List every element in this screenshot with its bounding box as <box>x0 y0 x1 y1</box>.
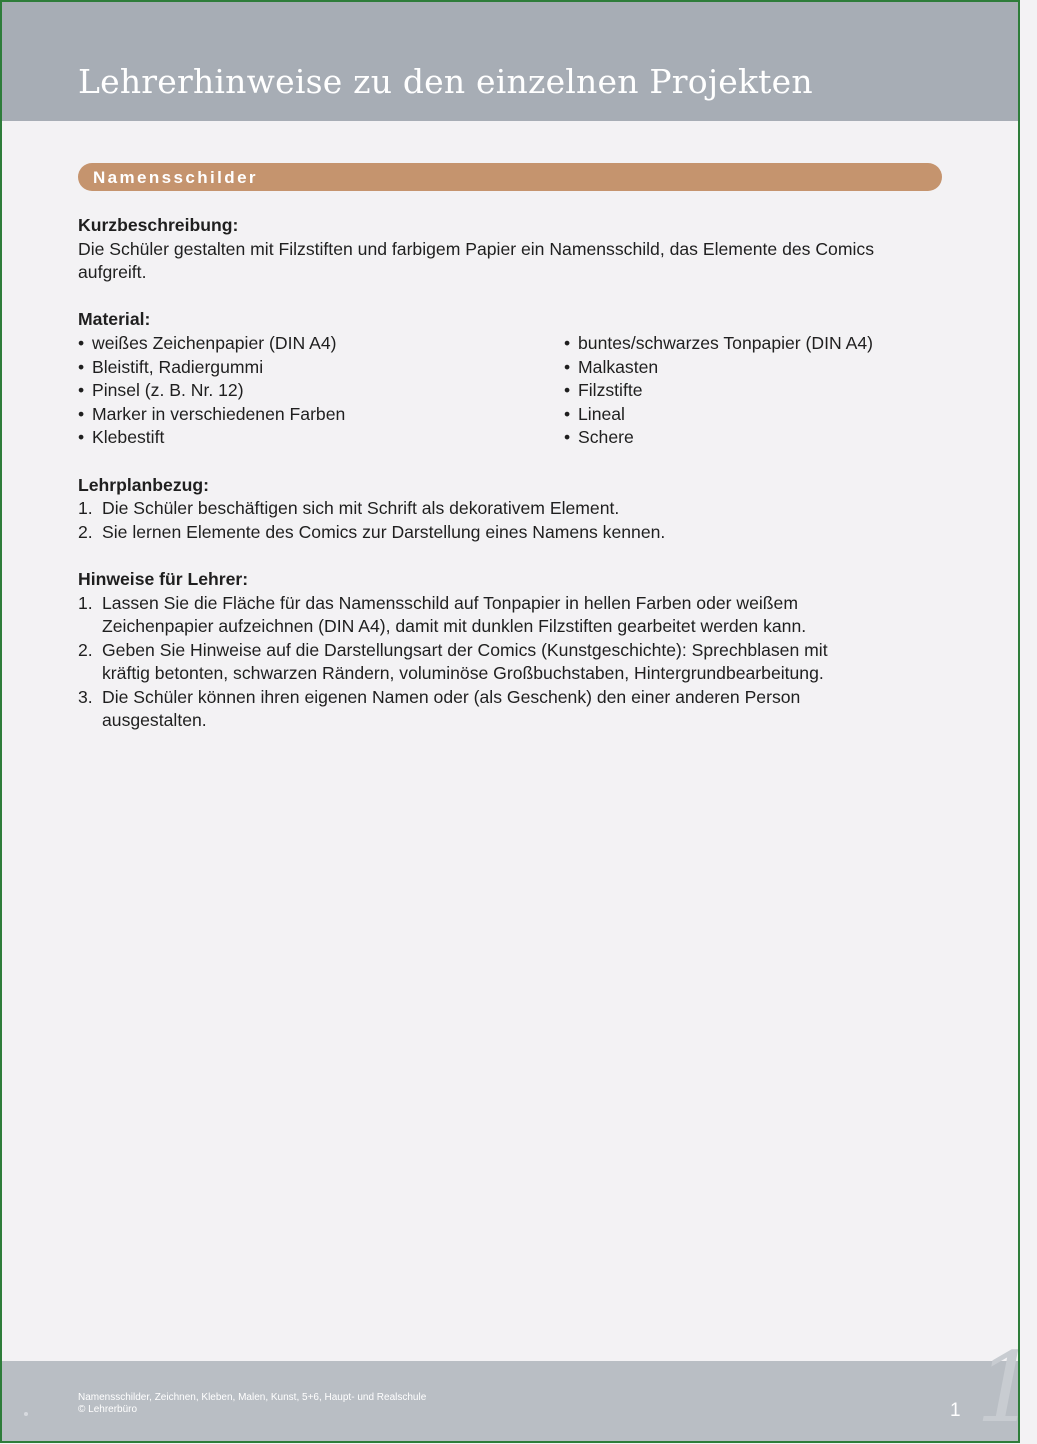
lehrplanbezug-heading: Lehrplanbezug: <box>78 474 209 495</box>
list-item: • buntes/schwarzes Tonpapier (DIN A4) <box>564 332 944 356</box>
list-item: • Schere <box>564 426 944 450</box>
item-number: 3. <box>78 686 93 707</box>
list-item: • Malkasten <box>564 356 944 380</box>
kurzbeschreibung-line: aufgreift. <box>78 262 147 283</box>
header-band <box>0 0 1020 121</box>
list-item: • Klebestift <box>78 426 564 450</box>
footer-dot <box>24 1412 28 1416</box>
material-section <box>78 308 944 450</box>
kurzbeschreibung-section <box>78 214 944 285</box>
list-item <box>78 639 944 686</box>
list-item <box>78 521 944 545</box>
bullet-icon: • <box>78 356 85 377</box>
footer-text <box>78 1392 426 1416</box>
hinweise-section <box>78 568 944 733</box>
lehrplanbezug-list <box>78 497 944 544</box>
list-item <box>78 497 944 521</box>
material-column-right <box>564 332 944 450</box>
list-item <box>78 686 944 733</box>
bullet-icon: • <box>78 332 85 353</box>
page-numeral-watermark: 1 <box>976 1332 1037 1444</box>
item-number: 1. <box>78 498 93 519</box>
list-item: • Lineal <box>564 403 944 427</box>
item-number: 2. <box>78 521 93 542</box>
hinweise-heading: Hinweise für Lehrer: <box>78 568 249 589</box>
item-number: 2. <box>78 639 93 660</box>
item-text: Die Schüler können ihren eigenen Namen oder (als Geschenk) den einer anderen Person ausgestalten. <box>102 686 801 731</box>
footer-source-line: Namensschilder, Zeichnen, Kleben, Malen, Kunst, 5+6, Haupt- und Realschule <box>78 1392 427 1403</box>
item-text: Die Schüler beschäftigen sich mit Schrift als dekorativem Element. <box>102 498 620 519</box>
item-text: Sie lernen Elemente des Comics zur Darstellung eines Namens kennen. <box>102 521 666 542</box>
list-item: • Pinsel (z. B. Nr. 12) <box>78 379 564 403</box>
list-item: • Filzstifte <box>564 379 944 403</box>
page-number: 1 <box>950 1400 961 1421</box>
bullet-icon: • <box>564 380 571 401</box>
list-item <box>78 592 944 639</box>
material-column-left <box>78 332 564 450</box>
section-title: Namensschilder <box>93 168 258 187</box>
bullet-icon: • <box>564 427 571 448</box>
bullet-icon: • <box>564 332 571 353</box>
bullet-icon: • <box>564 403 571 424</box>
kurzbeschreibung-line: Die Schüler gestalten mit Filzstiften und farbigem Papier ein Namensschild, das Elemente des Comics <box>78 238 874 259</box>
kurzbeschreibung-heading: Kurzbeschreibung: <box>78 215 239 235</box>
lehrplanbezug-section <box>78 474 944 545</box>
bullet-icon: • <box>78 403 85 424</box>
section-bar <box>78 163 942 191</box>
bullet-icon: • <box>78 427 85 448</box>
bullet-icon: • <box>78 380 85 401</box>
bullet-icon: • <box>564 356 571 377</box>
list-item: • Marker in verschiedenen Farben <box>78 403 564 427</box>
list-item: • weißes Zeichenpapier (DIN A4) <box>78 332 564 356</box>
item-number: 1. <box>78 592 93 613</box>
content <box>78 214 944 733</box>
hinweise-list <box>78 592 944 734</box>
page-title: Lehrerhinweise zu den einzelnen Projekten <box>78 62 813 101</box>
list-item: • Bleistift, Radiergummi <box>78 356 564 380</box>
item-text: Lassen Sie die Fläche für das Namensschild auf Tonpapier in hellen Farben oder weißem Zeichenpapier aufzeichnen (DIN A4), damit mit dunklen Filzstiften gearbeitet werden kann. <box>102 592 807 637</box>
item-text: Geben Sie Hinweise auf die Darstellungsart der Comics (Kunstgeschichte): Sprechblasen mit kräftig betonten, schwarzen Rändern, voluminöse Großbuchstaben, Hintergrundbearbeitung. <box>102 639 828 684</box>
material-list <box>78 332 944 450</box>
material-heading: Material: <box>78 309 151 330</box>
footer-copyright: © Lehrerbüro <box>78 1404 138 1415</box>
